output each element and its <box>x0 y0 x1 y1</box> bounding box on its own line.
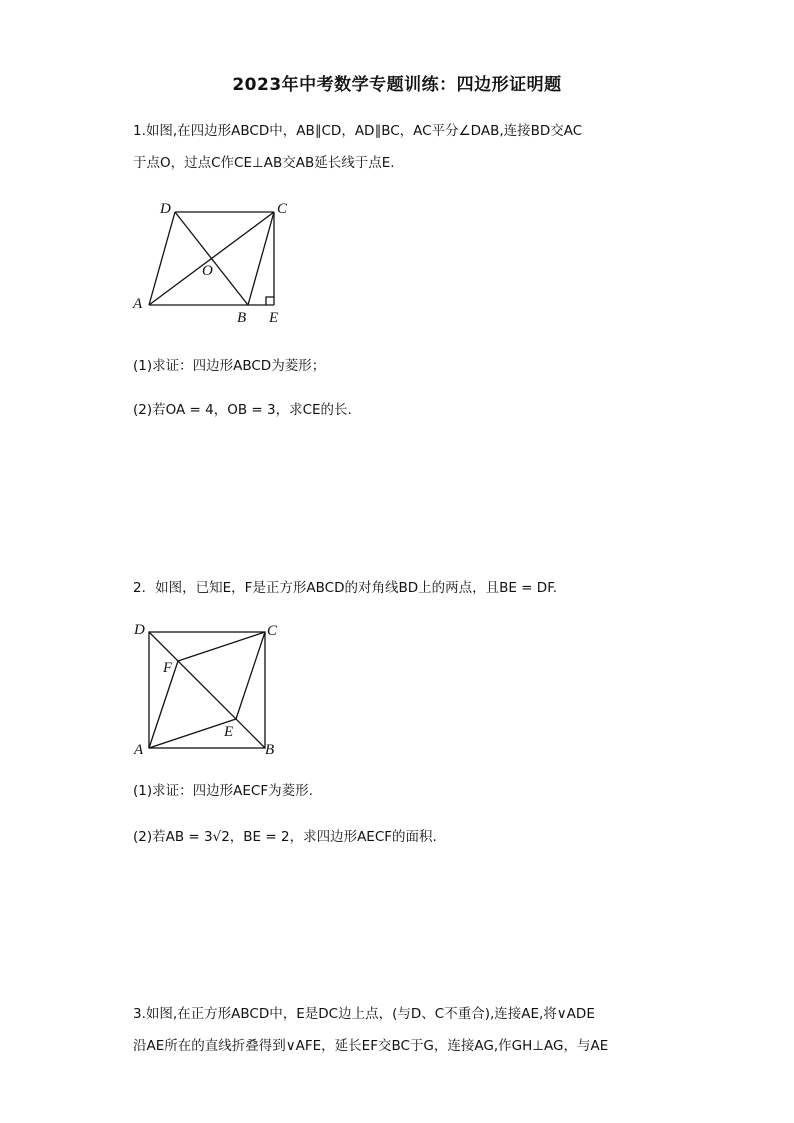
label-d: D <box>134 622 145 638</box>
label-c: C <box>277 201 288 217</box>
side-cb <box>248 212 274 305</box>
problem-1-part-2: (2)若OA = 4，OB = 3，求CE的长. <box>133 402 352 418</box>
label-f: F <box>163 660 173 676</box>
problem-1-line-1: 1.如图,在四边形ABCD中，AB∥CD，AD∥BC，AC平分∠DAB,连接BD交AC <box>133 123 583 139</box>
right-angle-mark <box>266 297 274 305</box>
problem-2-part-1: (1)求证：四边形AECF为菱形. <box>133 783 313 799</box>
problem-1-figure <box>120 193 320 328</box>
diagonal-bd <box>175 212 248 305</box>
problem-2-line-1: 2．如图，已知E，F是正方形ABCD的对角线BD上的两点，且BE = DF. <box>133 580 558 596</box>
side-fc <box>178 632 265 661</box>
label-c: C <box>267 623 278 639</box>
label-a: A <box>134 742 144 758</box>
problem-2-part-2: (2)若AB = 3√2，BE = 2，求四边形AECF的面积. <box>133 829 437 845</box>
side-ce <box>236 632 265 719</box>
problem-3-line-2: 沿AE所在的直线折叠得到∨AFE，延长EF交BC于G，连接AG,作GH⊥AG，与AE <box>133 1038 609 1054</box>
diagonal-bd <box>149 632 265 748</box>
label-b: B <box>265 742 275 758</box>
side-ea <box>149 719 236 748</box>
label-d: D <box>160 201 171 217</box>
label-b: B <box>237 310 247 326</box>
problem-1-part-1: (1)求证：四边形ABCD为菱形； <box>133 358 326 374</box>
side-ad <box>149 212 175 305</box>
label-e: E <box>224 724 234 740</box>
page-title: 2023年中考数学专题训练：四边形证明题 <box>232 75 562 95</box>
label-o: O <box>202 263 213 279</box>
label-e: E <box>269 310 279 326</box>
problem-1-line-2: 于点O，过点C作CE⊥AB交AB延长线于点E. <box>133 155 395 171</box>
label-a: A <box>133 296 143 312</box>
problem-2-figure <box>120 617 290 762</box>
problem-3-line-1: 3.如图,在正方形ABCD中，E是DC边上点，(与D、C不重合),连接AE,将∨ADE <box>133 1006 595 1022</box>
